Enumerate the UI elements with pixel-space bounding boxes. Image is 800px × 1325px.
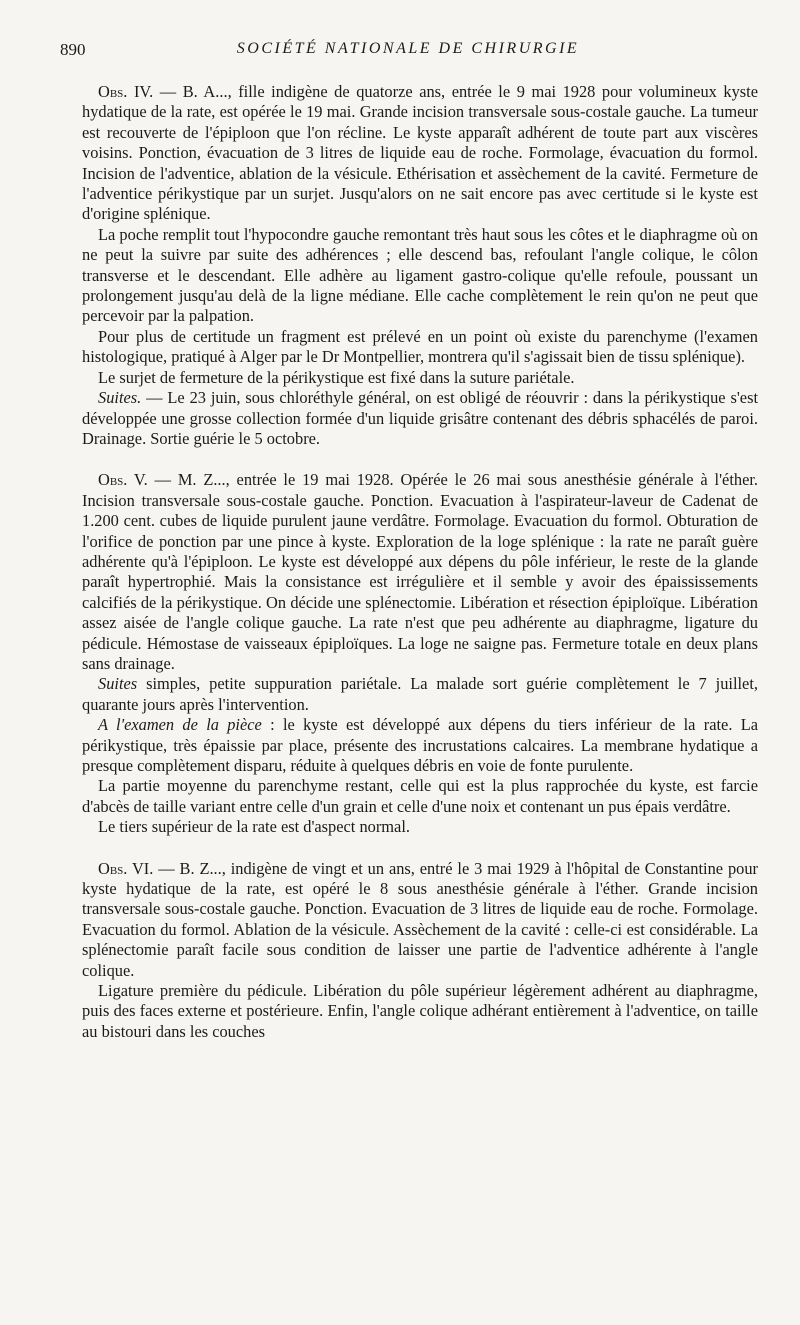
body-text xyxy=(82,82,758,1042)
paragraph-text: : le kyste est développé aux dépens du tiers inférieur de la rate. La périkystique, très épaissie par place, présente des incrustations calcaires. La membrane hydatique a presque complètement disparu, réduite à quelques débris en voie de fonte purulente. xyxy=(82,715,759,775)
paragraph xyxy=(82,470,758,674)
paragraph xyxy=(82,368,758,388)
paragraph xyxy=(82,388,758,449)
paragraph xyxy=(82,327,758,368)
paragraph-text: Ligature première du pédicule. Libération du pôle supérieur légèrement adhérent au diaphragme, puis des faces externe et postérieure. Enfin, l'angle colique adhérant entièrement à l'adventice, on taille au bistouri dans les couches xyxy=(82,981,758,1041)
paragraph-text: Le tiers supérieur de la rate est d'aspect normal. xyxy=(98,817,410,837)
observation-label: Obs. VI. xyxy=(98,858,154,878)
page-number: 890 xyxy=(60,40,86,59)
paragraph xyxy=(82,981,758,1042)
paragraph xyxy=(82,674,758,715)
paragraph xyxy=(82,817,758,837)
paragraph-text: simples, petite suppuration pariétale. La malade sort guérie complètement le 7 juillet, quarante jours après l'intervention. xyxy=(82,674,758,714)
paragraph-text: Le surjet de fermeture de la périkystique est fixé dans la suture pariétale. xyxy=(98,367,575,387)
italic-lead: A l'examen de la pièce xyxy=(98,715,262,735)
paragraph xyxy=(82,859,758,981)
paragraph-text: La poche remplit tout l'hypocondre gauche remontant très haut sous les côtes et le diaphragme où on ne peut la suivre par suite des adhérences ; elle descend bas, refoulant l'angle colique, le côlon transverse et le descendant. Elle adhère au ligament gastro-colique qu'elle refoule, poussant un prolongement jusqu'au delà de la ligne médiane. Elle cache complètement le rein qu'on ne peut que percevoir par la palpation. xyxy=(82,224,758,326)
paragraph xyxy=(82,776,758,817)
running-title: SOCIÉTÉ NATIONALE DE CHIRURGIE xyxy=(236,40,580,57)
paragraph-text: — B. A..., fille indigène de quatorze ans, entrée le 9 mai 1928 pour volumineux kyste hydatique de la rate, est opérée le 19 mai. Grande incision transversale sous-costale gauche. La tumeur est recouverte de l'épiploon que l'on récline. Le kyste apparaît adhérent de toute part aux viscères voisins. Ponction, évacuation de 3 litres de liquide eau de roche. Formolage, évacuation du formol. Incision de l'adventice, ablation de la vésicule. Ethérisation et assèchement de la cavité. Fermeture de l'adventice périkystique par un surjet. Jusqu'alors on ne sait encore pas avec certitude si le kyste est d'origine splénique. xyxy=(82,82,759,224)
observation-label: Obs. V. xyxy=(98,470,148,490)
paragraph-text: La partie moyenne du parenchyme restant, celle qui est la plus rapprochée du kyste, est farcie d'abcès de taille variant entre celle d'un grain et celle d'une noix et contenant un pus épais verdâtre. xyxy=(82,776,758,816)
italic-lead: Suites xyxy=(98,674,138,694)
paragraph-text: — M. Z..., entrée le 19 mai 1928. Opérée le 26 mai sous anesthésie générale à l'éther. Incision transversale sous-costale gauche. Ponction. Evacuation à l'aspirateur-laveur de Cadenat de 1.200 cent. cubes de liquide purulent jaune verdâtre. Formolage. Evacuation du formol. Obturation de l'orifice de ponction par une pince à kyste. Exploration de la loge splénique : la rate ne paraît guère adhérente qu'à l'épiploon. Le kyste est développé aux dépens du pôle inférieur, le reste de la glande paraît hypertrophié. Mais la consistance est irrégulière et il semble y avoir des épaississements calcifiés de la périkystique. On décide une splénectomie. Libération et résection épiploïque. Libération assez aisée de l'angle colique gauche. La rate n'est que peu adhérente au diaphragme, ligature du pédicule. Hémostase de vaisseaux épiploïques. La loge ne saigne pas. Fermeture totale en deux plans sans drainage. xyxy=(82,470,758,673)
paragraph xyxy=(82,715,758,776)
paragraph-text: Pour plus de certitude un fragment est prélevé en un point où existe du parenchyme (l'examen histologique, pratiqué à Alger par le Dr Montpellier, montrera qu'il s'agissait bien de tissu splénique). xyxy=(82,326,758,367)
paragraph xyxy=(82,82,758,225)
paragraph-text: — B. Z..., indigène de vingt et un ans, entré le 3 mai 1929 à l'hôpital de Constantine pour kyste hydatique de la rate, est opéré le 8 sous anesthésie générale à l'éther. Grande incision transversale sous-costale gauche. Ponction. Evacuation de 3 litres de liquide eau de roche. Formolage. Evacuation du formol. Ablation de la vésicule. Assèchement de la cavité : celle-ci est considérable. La splénectomie paraît facile sous condition de laisser une partie de l'adventice adhérente à l'angle colique. xyxy=(82,858,758,980)
italic-lead: Suites. xyxy=(98,388,142,408)
page-header xyxy=(60,40,756,64)
paragraph xyxy=(82,225,758,327)
paragraph-text: — Le 23 juin, sous chloréthyle général, on est obligé de réouvrir : dans la périkystique s'est développée une grosse collection formée d'un liquide grisâtre contenant des débris sphacélés de paroi. Drainage. Sortie guérie le 5 octobre. xyxy=(82,388,758,448)
observation-label: Obs. IV. xyxy=(98,82,154,101)
